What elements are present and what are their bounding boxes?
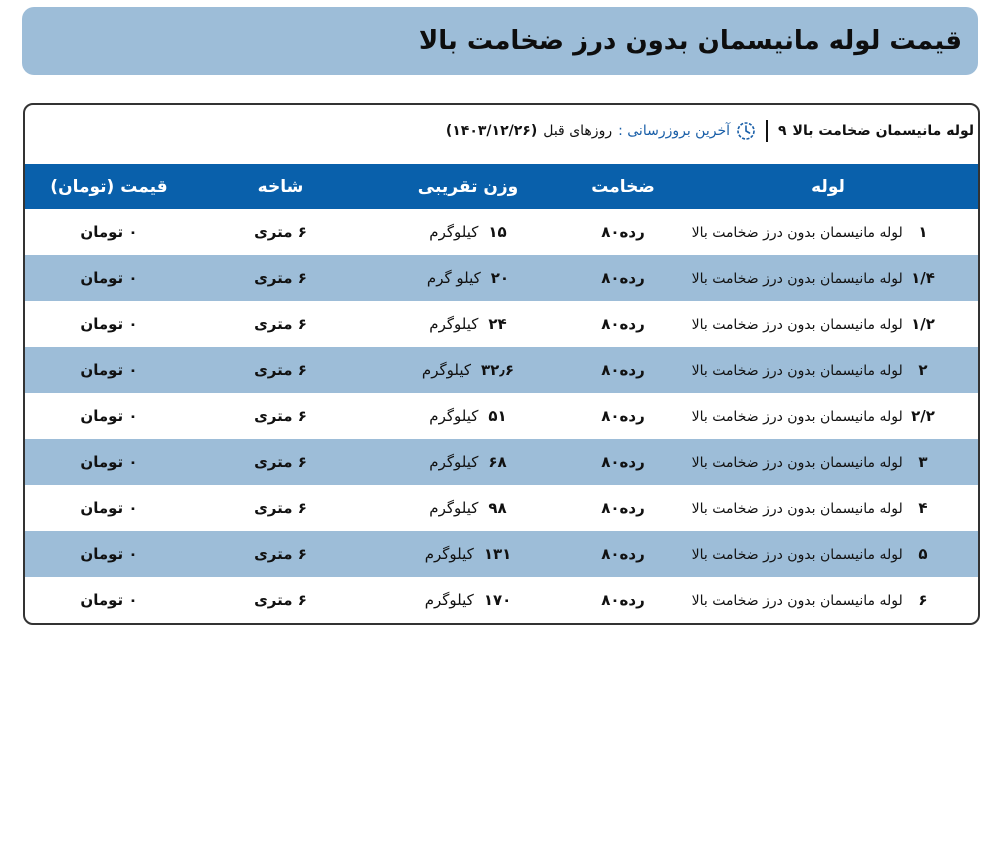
weight-cell — [368, 315, 568, 333]
weight-cell — [368, 269, 568, 287]
branch-cell: ۶ متری — [254, 361, 307, 379]
update-date: (۱۴۰۳/۱۲/۲۶) — [445, 123, 538, 139]
weight-value: ۹۸ — [488, 499, 507, 517]
price-cell: ۰ تومان — [80, 499, 138, 517]
weight-value: ۳۲٫۶ — [481, 361, 515, 379]
pipe-size: ۲/۲ — [911, 407, 935, 425]
last-update-label: آخرین بروزرسانی : — [618, 123, 730, 139]
pipe-cell — [678, 269, 978, 287]
price-cell: ۰ تومان — [80, 407, 138, 425]
table-row — [25, 531, 978, 577]
weight-value: ۲۴ — [488, 315, 507, 333]
table-row — [25, 209, 978, 255]
price-cell: ۰ تومان — [80, 591, 138, 609]
branch-cell: ۶ متری — [254, 453, 307, 471]
table-info-bar — [446, 119, 974, 143]
pipe-size: ۶ — [918, 591, 928, 609]
page-title: قیمت لوله مانیسمان بدون درز ضخامت بالا — [418, 26, 962, 56]
thickness-cell: رده۸۰ — [601, 453, 645, 471]
weight-cell — [368, 361, 568, 379]
pipe-cell — [678, 361, 978, 379]
weight-unit: کیلوگرم — [424, 545, 474, 563]
weight-unit: کیلوگرم — [429, 453, 479, 471]
price-cell: ۰ تومان — [80, 223, 138, 241]
price-table-card — [23, 103, 980, 625]
header-weight: وزن تقریبی — [417, 176, 519, 197]
divider — [766, 120, 768, 142]
weight-unit: کیلوگرم — [424, 591, 474, 609]
header-thickness: ضخامت — [591, 176, 655, 197]
pipe-cell — [678, 453, 978, 471]
pipe-name: لوله مانیسمان بدون درز ضخامت بالا — [691, 317, 903, 333]
weight-cell — [368, 545, 568, 563]
branch-cell: ۶ متری — [254, 315, 307, 333]
table-row — [25, 439, 978, 485]
header-price: قیمت (تومان) — [50, 176, 168, 197]
pipe-cell — [678, 315, 978, 333]
table-row — [25, 301, 978, 347]
thickness-cell: رده۸۰ — [601, 499, 645, 517]
table-row — [25, 393, 978, 439]
pipe-name: لوله مانیسمان بدون درز ضخامت بالا — [691, 547, 903, 563]
price-cell: ۰ تومان — [80, 315, 138, 333]
weight-value: ۶۸ — [488, 453, 507, 471]
weight-value: ۱۳۱ — [483, 545, 512, 563]
table-row — [25, 577, 978, 623]
branch-cell: ۶ متری — [254, 407, 307, 425]
weight-cell — [368, 223, 568, 241]
branch-cell: ۶ متری — [254, 499, 307, 517]
price-cell: ۰ تومان — [80, 361, 138, 379]
weight-cell — [368, 453, 568, 471]
pipe-cell — [678, 223, 978, 241]
weight-cell — [368, 499, 568, 517]
weight-value: ۵۱ — [488, 407, 507, 425]
pipe-cell — [678, 591, 978, 609]
weight-unit: کیلوگرم — [429, 407, 479, 425]
pipe-size: ۱/۲ — [911, 315, 935, 333]
weight-unit: کیلوگرم — [429, 223, 479, 241]
product-label: لوله مانیسمان ضخامت بالا — [792, 123, 974, 139]
thickness-cell: رده۸۰ — [601, 591, 645, 609]
table-body — [25, 209, 978, 623]
weight-unit: کیلوگرم — [429, 499, 479, 517]
weight-unit: کیلو گرم — [426, 269, 481, 287]
thickness-cell: رده۸۰ — [601, 223, 645, 241]
pipe-name: لوله مانیسمان بدون درز ضخامت بالا — [691, 593, 903, 609]
pipe-name: لوله مانیسمان بدون درز ضخامت بالا — [691, 501, 903, 517]
header-pipe: لوله — [811, 176, 845, 197]
price-cell: ۰ تومان — [80, 545, 138, 563]
branch-cell: ۶ متری — [254, 545, 307, 563]
table-row — [25, 485, 978, 531]
weight-cell — [368, 407, 568, 425]
price-cell: ۰ تومان — [80, 269, 138, 287]
pipe-cell — [678, 545, 978, 563]
branch-cell: ۶ متری — [254, 223, 307, 241]
branch-cell: ۶ متری — [254, 591, 307, 609]
pipe-size: ۱/۴ — [911, 269, 935, 287]
pipe-name: لوله مانیسمان بدون درز ضخامت بالا — [691, 455, 903, 471]
days-ago-label: روزهای قبل — [543, 123, 613, 139]
weight-unit: کیلوگرم — [421, 361, 471, 379]
pipe-size: ۱ — [918, 223, 928, 241]
pipe-size: ۴ — [918, 499, 928, 517]
thickness-cell: رده۸۰ — [601, 407, 645, 425]
header-branch: شاخه — [257, 176, 304, 197]
title-banner — [22, 7, 978, 75]
weight-value: ۲۰ — [490, 269, 510, 287]
pipe-name: لوله مانیسمان بدون درز ضخامت بالا — [691, 225, 903, 241]
weight-unit: کیلوگرم — [429, 315, 479, 333]
weight-cell — [368, 591, 568, 609]
pipe-name: لوله مانیسمان بدون درز ضخامت بالا — [691, 271, 903, 287]
pipe-cell — [678, 407, 978, 425]
thickness-cell: رده۸۰ — [601, 545, 645, 563]
pipe-name: لوله مانیسمان بدون درز ضخامت بالا — [691, 363, 903, 379]
thickness-cell: رده۸۰ — [601, 269, 645, 287]
branch-cell: ۶ متری — [254, 269, 307, 287]
weight-value: ۱۷۰ — [483, 591, 512, 609]
pipe-cell — [678, 499, 978, 517]
pipe-name: لوله مانیسمان بدون درز ضخامت بالا — [691, 409, 903, 425]
pipe-size: ۵ — [918, 545, 928, 563]
thickness-cell: رده۸۰ — [601, 315, 645, 333]
thickness-cell: رده۸۰ — [601, 361, 645, 379]
table-row — [25, 255, 978, 301]
pipe-size: ۳ — [918, 453, 928, 471]
price-cell: ۰ تومان — [80, 453, 138, 471]
pipe-size: ۲ — [918, 361, 928, 379]
weight-value: ۱۵ — [488, 223, 507, 241]
table-header — [25, 164, 978, 209]
table-row — [25, 347, 978, 393]
clock-icon — [736, 121, 756, 141]
item-count: ۹ — [778, 123, 787, 139]
